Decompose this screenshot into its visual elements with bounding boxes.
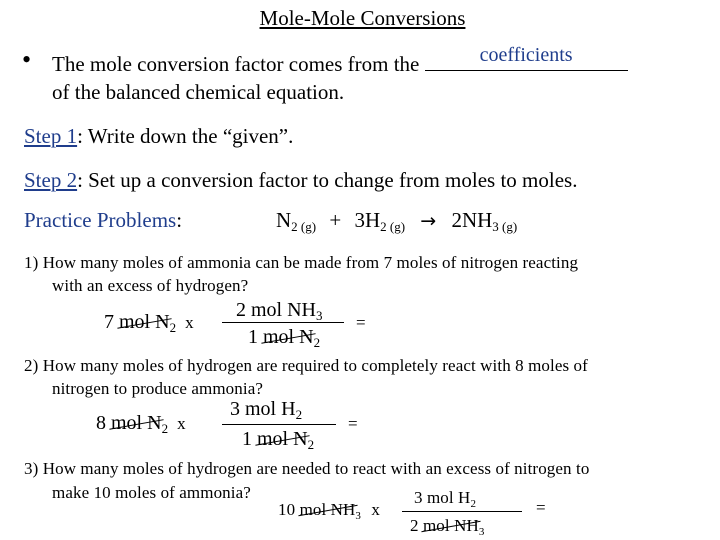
bullet-line-2: of the balanced chemical equation. xyxy=(52,80,345,104)
bullet-dot: • xyxy=(22,45,32,74)
problem-1-equals: = xyxy=(356,313,366,332)
problem-2-equals: = xyxy=(348,414,358,433)
answer-blank xyxy=(425,44,628,71)
reaction-arrow-icon: → xyxy=(420,210,437,232)
problem-2-denominator: 1 mol $N_2$ xyxy=(242,428,315,452)
cancelled-unit: mol N xyxy=(119,311,170,333)
problem-2-numerator: 3 mol $H_2$ xyxy=(230,398,303,422)
practice-label: Practice Problems xyxy=(24,208,177,232)
slide-title: Mole-Mole Conversions xyxy=(259,6,466,30)
problem-1-line-1: 1) How many moles of ammonia can be made from 7 moles of nitrogen reacting xyxy=(24,253,579,272)
step-2 xyxy=(24,168,577,193)
problem-1-denominator: 1 mol $N_2$ xyxy=(248,326,321,350)
step-2-label: Step 2 xyxy=(24,168,78,192)
problem-3-given: 10 mol $NH_3$ x xyxy=(278,500,380,522)
problem-3-numerator: 3 mol $H_2$ xyxy=(414,488,477,510)
step-1-text: : Write down the “given”. xyxy=(77,124,294,148)
problem-1-line-2: with an excess of hydrogen? xyxy=(52,276,249,295)
step-1 xyxy=(24,124,293,149)
problem-1-fraction-bar xyxy=(222,322,344,323)
practice-heading: Practice Problems: xyxy=(24,208,183,232)
step-1-label: Step 1 xyxy=(24,124,78,148)
balanced-equation: $N_{2 (g)} + 3H_{2 (g)} \to 2NH_{3 (g)}$ xyxy=(276,208,518,234)
problem-2-fraction-bar xyxy=(222,424,336,425)
bullet-text-before: The mole conversion factor comes from the xyxy=(52,52,420,76)
answer-coefficients: coefficients xyxy=(479,44,573,66)
problem-2-given: 8 mol $N_2$ x xyxy=(96,412,186,436)
problem-3-equals: = xyxy=(536,498,546,517)
problem-1-numerator: 2 mol $NH_3$ xyxy=(236,299,323,323)
step-2-text: : Set up a conversion factor to change from moles to moles. xyxy=(77,168,578,192)
problem-3-line-2: make 10 moles of ammonia? xyxy=(52,483,251,502)
problem-3-denominator: 2 mol $NH_3$ xyxy=(410,516,485,538)
bullet-line-1 xyxy=(52,44,628,77)
problem-2-line-2: nitrogen to produce ammonia? xyxy=(52,379,263,398)
problem-3-line-1: 3) How many moles of hydrogen are needed to react with an excess of nitrogen to xyxy=(24,459,590,478)
problem-1-given: 7 mol $N_2$ x xyxy=(104,311,194,335)
problem-2-line-1: 2) How many moles of hydrogen are required to completely react with 8 moles of xyxy=(24,356,588,375)
problem-3-fraction-bar xyxy=(402,511,522,512)
